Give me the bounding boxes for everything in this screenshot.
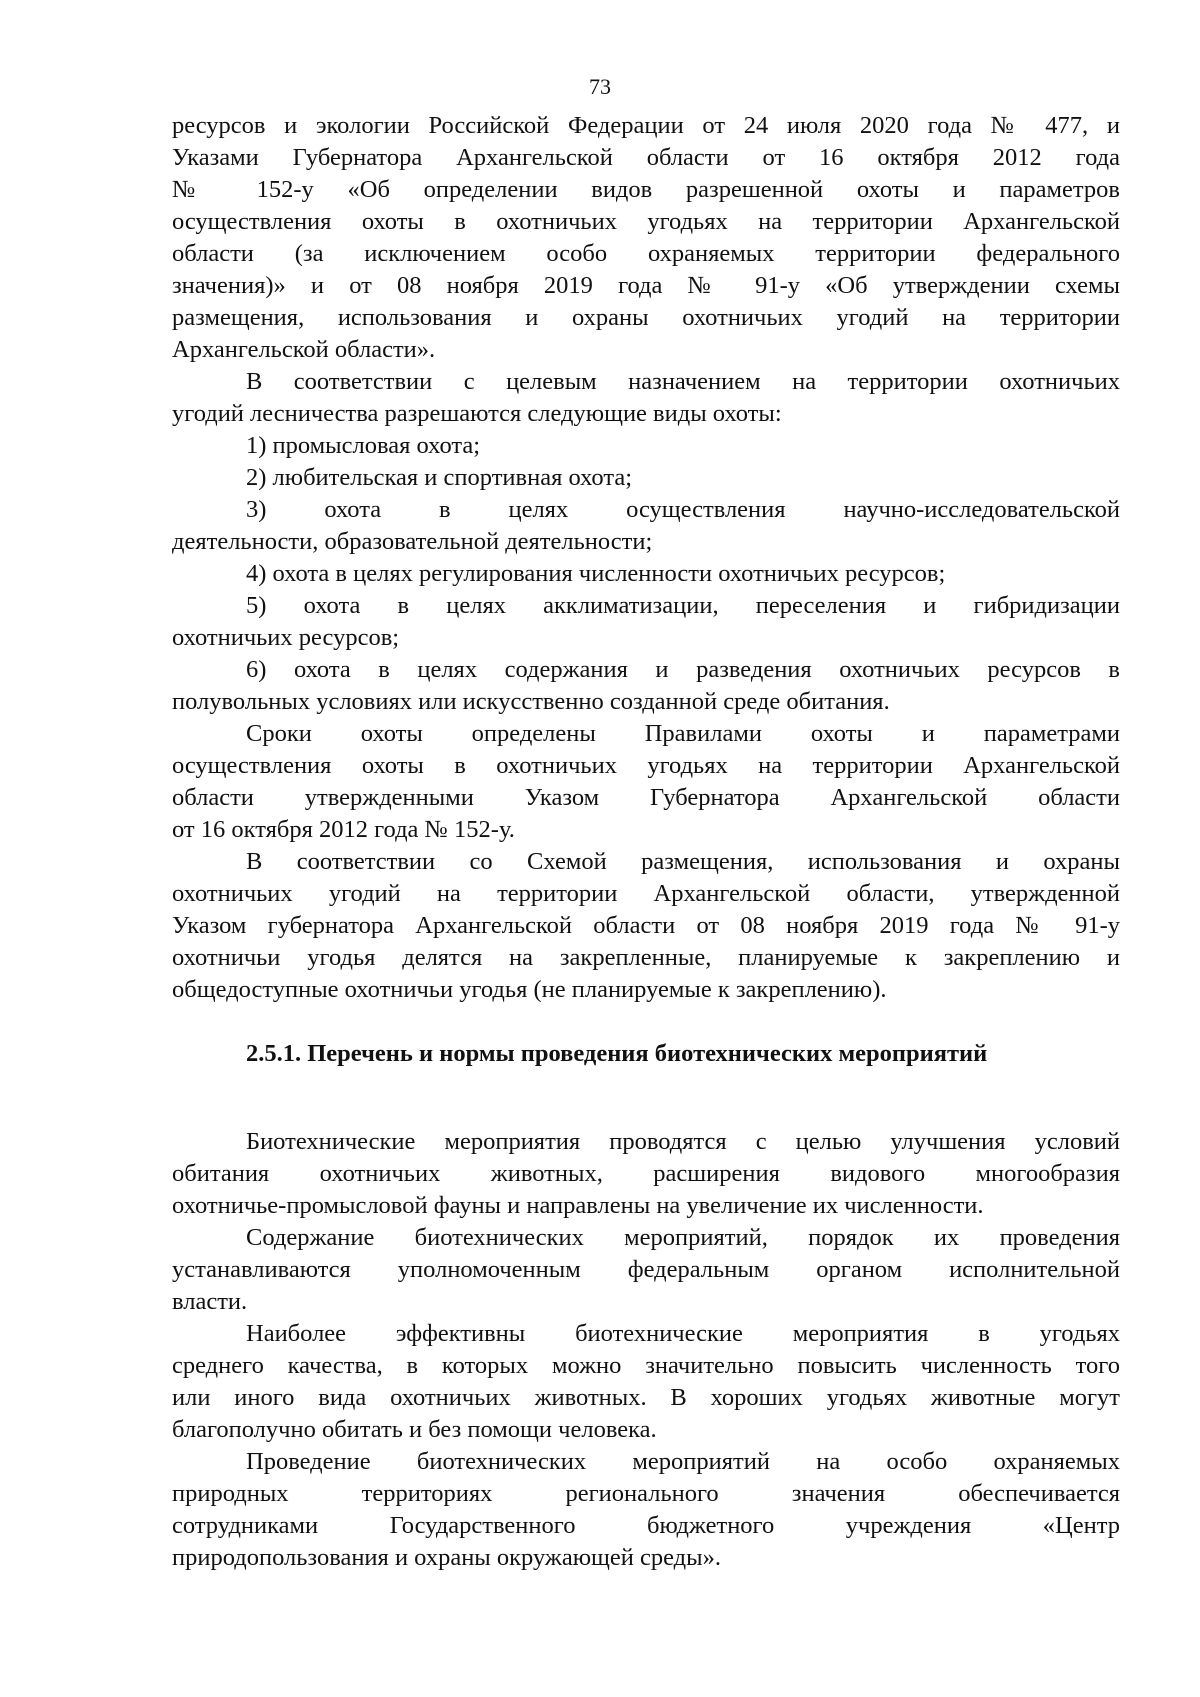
page-number: 73 — [589, 74, 611, 99]
text-line: или иного вида охотничьих животных. В хороших угодьях животные могут — [172, 1384, 1120, 1411]
text-line: осуществления охоты в охотничьих угодьях на территории Архангельской — [172, 208, 1120, 235]
text-line: Указом губернатора Архангельской области от 08 ноября 2019 года № 91-у — [172, 912, 1120, 939]
text-line: В соответствии с целевым назначением на территории охотничьих — [246, 368, 1120, 395]
text-line: угодий лесничества разрешаются следующие виды охоты: — [172, 400, 782, 427]
text-line: Содержание биотехнических мероприятий, порядок их проведения — [246, 1224, 1120, 1251]
text-line: ресурсов и экологии Российской Федерации от 24 июля 2020 года № 477, и — [172, 112, 1120, 139]
text-line: значения)» и от 08 ноября 2019 года № 91-у «Об утверждении схемы — [172, 272, 1120, 299]
text-line: Сроки охоты определены Правилами охоты и параметрами — [246, 720, 1120, 747]
text-line: охотничьих ресурсов; — [172, 624, 400, 651]
text-line: общедоступные охотничьи угодья (не планируемые к закреплению). — [172, 976, 887, 1003]
text-line: В соответствии со Схемой размещения, использования и охраны — [246, 848, 1120, 875]
text-line: деятельности, образовательной деятельности; — [172, 528, 653, 555]
text-line: природных территориях регионального значения обеспечивается — [172, 1480, 1120, 1507]
text-line: обитания охотничьих животных, расширения видового многообразия — [172, 1160, 1120, 1187]
text-line: охотничье-промысловой фауны и направлены на увеличение их численности. — [172, 1192, 984, 1219]
list-item: 3) охота в целях осуществления научно-исследовательской — [246, 496, 1120, 523]
text-line: устанавливаются уполномоченным федеральным органом исполнительной — [172, 1256, 1120, 1283]
text-line: природопользования и охраны окружающей среды». — [172, 1544, 721, 1571]
text-line: области (за исключением особо охраняемых территории федерального — [172, 240, 1120, 267]
list-item: 4) охота в целях регулирования численности охотничьих ресурсов; — [246, 560, 946, 587]
text-line: сотрудниками Государственного бюджетного учреждения «Центр — [172, 1512, 1120, 1539]
text-line: Архангельской области». — [172, 336, 436, 363]
text-line: среднего качества, в которых можно значительно повысить численность того — [172, 1352, 1120, 1379]
text-line: № 152-у «Об определении видов разрешенной охоты и параметров — [172, 176, 1120, 203]
text-line: охотничьи угодья делятся на закрепленные, планируемые к закреплению и — [172, 944, 1120, 971]
text-line: благополучно обитать и без помощи человека. — [172, 1416, 657, 1443]
list-item: 6) охота в целях содержания и разведения охотничьих ресурсов в — [246, 656, 1120, 683]
text-line: Биотехнические мероприятия проводятся с целью улучшения условий — [246, 1128, 1120, 1155]
text-line: размещения, использования и охраны охотничьих угодий на территории — [172, 304, 1120, 331]
text-line: от 16 октября 2012 года № 152-у. — [172, 816, 515, 843]
list-item: 1) промысловая охота; — [246, 432, 481, 459]
list-item: 5) охота в целях акклиматизации, переселения и гибридизации — [246, 592, 1120, 619]
text-line: Указами Губернатора Архангельской области от 16 октября 2012 года — [172, 144, 1120, 171]
text-line: области утвержденными Указом Губернатора Архангельской области — [172, 784, 1120, 811]
text-line: полувольных условиях или искусственно созданной среде обитания. — [172, 688, 890, 715]
text-line: осуществления охоты в охотничьих угодьях на территории Архангельской — [172, 752, 1120, 779]
text-line: охотничьих угодий на территории Архангельской области, утвержденной — [172, 880, 1120, 907]
text-line: власти. — [172, 1288, 248, 1315]
text-line: Наиболее эффективны биотехнические мероприятия в угодьях — [246, 1320, 1120, 1347]
list-item: 2) любительская и спортивная охота; — [246, 464, 633, 491]
section-heading: 2.5.1. Перечень и нормы проведения биотехнических мероприятий — [246, 1040, 988, 1067]
text-line: Проведение биотехнических мероприятий на особо охраняемых — [246, 1448, 1120, 1475]
